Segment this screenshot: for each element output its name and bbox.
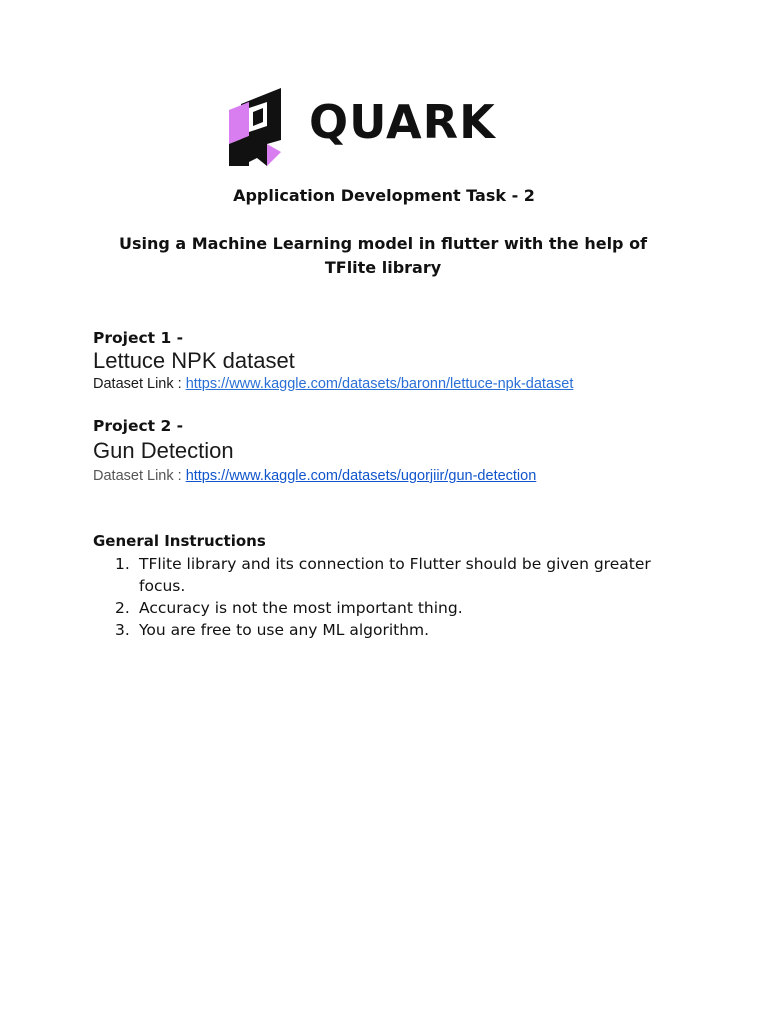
project-2-label: Project 2 - [93,417,184,435]
instruction-item-1 [93,553,668,597]
quark-logo [227,86,547,168]
instruction-3-text: You are free to use any ML algorithm. [139,621,430,639]
instruction-3-number: 3. [115,621,130,639]
instruction-item-3 [93,619,668,641]
instruction-2-number: 2. [115,599,130,617]
document-title: Application Development Task - 2 [233,186,535,205]
general-instructions-title: General Instructions [93,532,266,550]
project-1-dataset-label: Dataset Link : [93,376,186,392]
document-subtitle: Using a Machine Learning model in flutter with the help of TFlite library [118,234,648,277]
instruction-1-number: 1. [115,555,130,573]
project-1-name: Lettuce NPK dataset [93,348,295,373]
project-2-dataset-link[interactable]: https://www.kaggle.com/datasets/ugorjiir/gun-detection [185,468,537,484]
instruction-item-2 [93,597,668,619]
quark-logo-text: QUARK [309,95,496,149]
project-1-dataset-link[interactable]: https://www.kaggle.com/datasets/baronn/lettuce-npk-dataset [185,376,574,392]
quark-logo-mark-icon [227,86,283,168]
project-2-name: Gun Detection [93,438,234,463]
project-1-section [93,328,693,394]
instruction-2-text: Accuracy is not the most important thing. [139,599,463,617]
project-2-dataset-label: Dataset Link : [93,468,186,484]
instruction-1-text: TFlite library and its connection to Flutter should be given greater focus. [139,555,651,595]
project-1-label: Project 1 - [93,329,184,347]
instructions-list [93,553,668,641]
project-1-dataset-line [93,374,693,394]
project-2-section [93,416,693,486]
project-2-dataset-line [93,466,693,486]
